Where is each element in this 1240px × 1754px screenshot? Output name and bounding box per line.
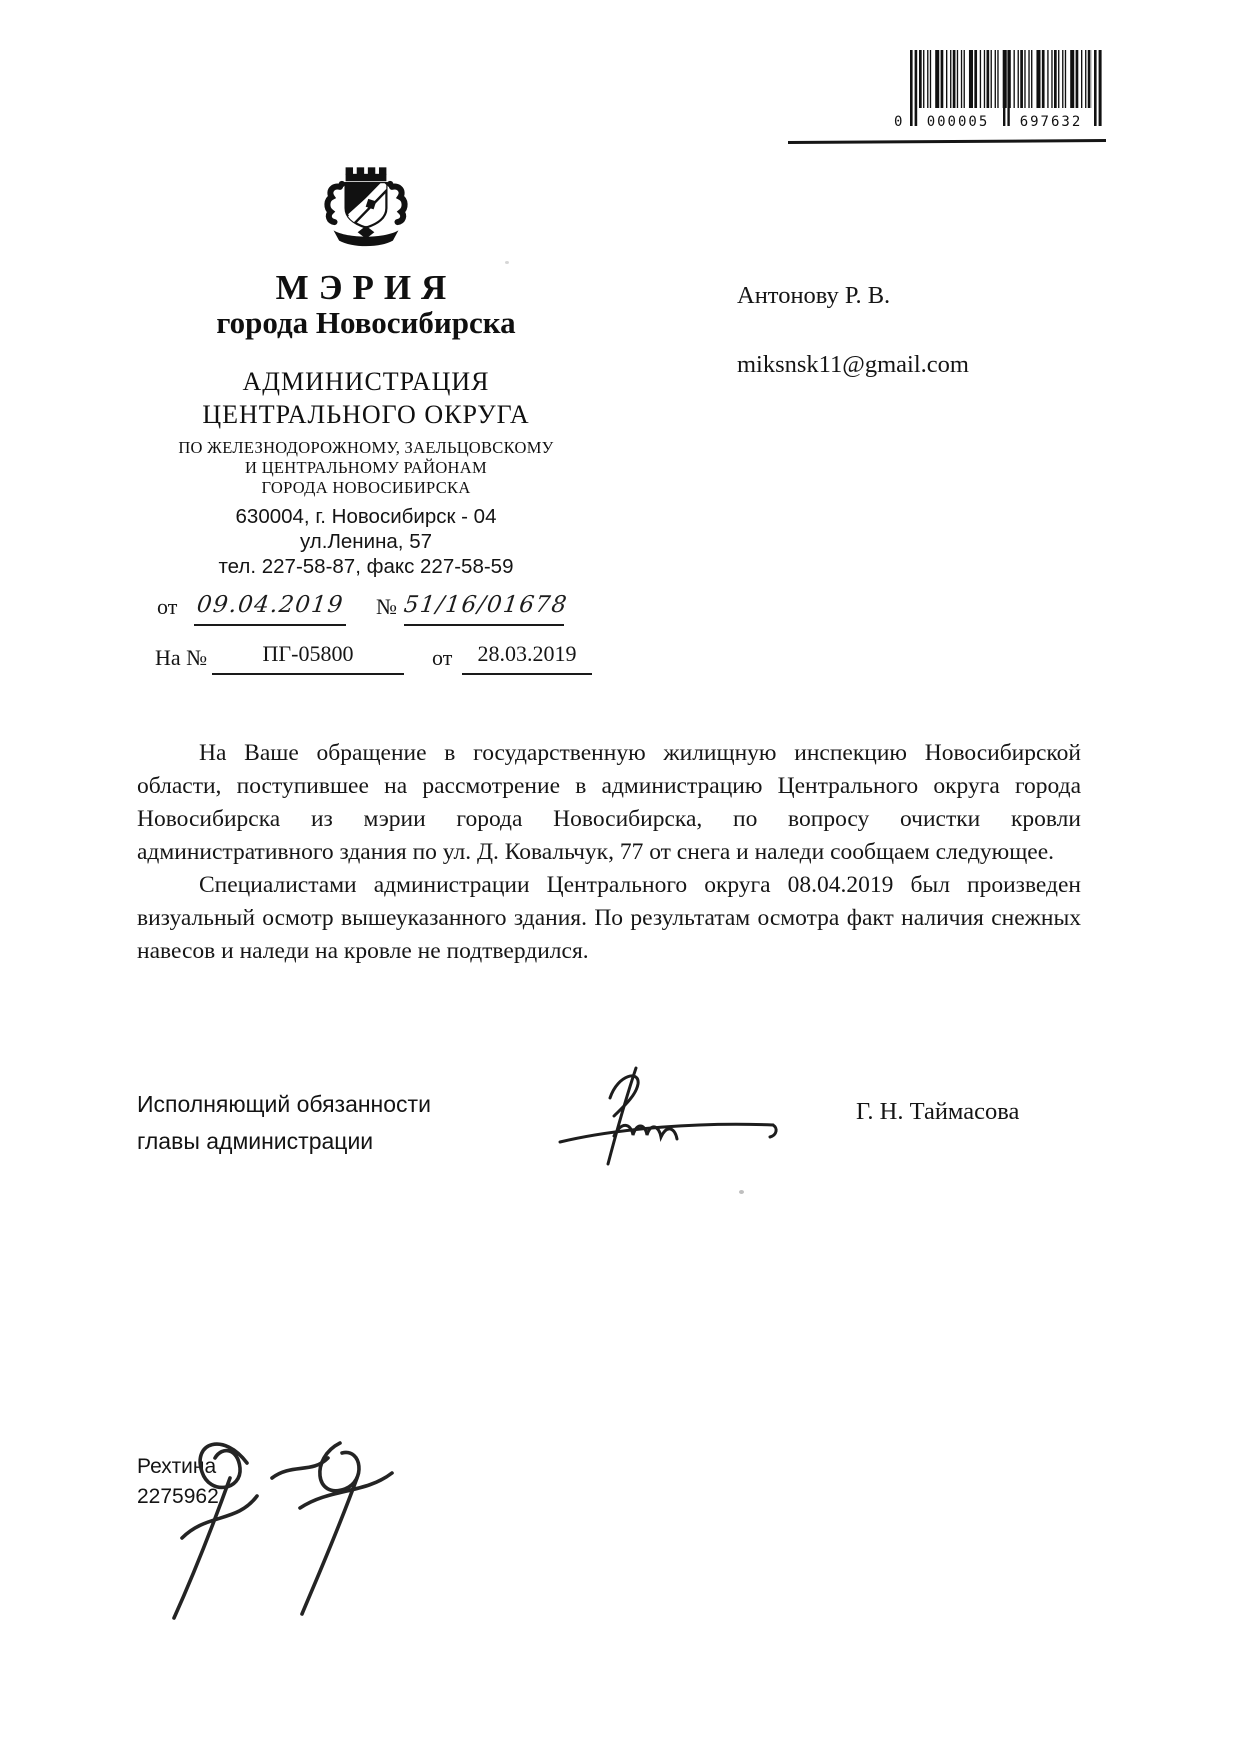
address-postal: 630004, г. Новосибирск - 04 bbox=[235, 505, 497, 528]
org-subtitle: города Новосибирска bbox=[216, 305, 516, 340]
handwritten-signature-icon bbox=[548, 1062, 783, 1174]
scan-fold-line bbox=[788, 139, 1106, 144]
signer-name: Г. Н. Таймасова bbox=[856, 1098, 1020, 1125]
letter-body bbox=[137, 737, 1081, 968]
scan-speck bbox=[505, 261, 509, 264]
out-date-handwritten: 09.04.2019 bbox=[195, 592, 345, 618]
recipient-email: miksnsk11@gmail.com bbox=[737, 351, 969, 378]
districts-line-1: ПО ЖЕЛЕЗНОДОРОЖНОМУ, ЗАЕЛЬЦОВСКОМУ bbox=[178, 438, 554, 457]
signer-position-line-1: Исполняющий обязанности bbox=[137, 1091, 431, 1117]
in-number-value: ПГ-05800 bbox=[262, 641, 354, 666]
barcode-prefix-digit: 0 bbox=[894, 114, 905, 130]
barcode-right-digits: 697632 bbox=[1019, 114, 1083, 130]
in-number-field bbox=[212, 641, 404, 675]
division-line-1: АДМИНИСТРАЦИЯ bbox=[242, 367, 490, 396]
address-contacts: тел. 227-58-87, факс 227-58-59 bbox=[218, 555, 514, 578]
handwritten-initials-icon bbox=[152, 1418, 407, 1630]
address-street: ул.Ленина, 57 bbox=[300, 530, 432, 553]
novosibirsk-coat-of-arms-icon bbox=[315, 165, 417, 255]
scan-speck bbox=[739, 1190, 744, 1194]
in-date-value: 28.03.2019 bbox=[477, 641, 577, 666]
districts-line-2: И ЦЕНТРАЛЬНОМУ РАЙОНАМ bbox=[245, 458, 487, 477]
executor-phone: 2275962 bbox=[137, 1485, 219, 1508]
registration-barcode bbox=[890, 50, 1105, 139]
body-paragraph-2: Специалистами администрации Центрального округа 08.04.2019 был произведен визуальный осмотр вышеуказанного здания. По результатам осмотра факт наличия снежных навесов и наледи на кровле не подтвердился. bbox=[137, 872, 1081, 964]
in-date-field bbox=[462, 641, 592, 675]
out-number-handwritten: 51/16/01678 bbox=[402, 592, 570, 618]
recipient-block bbox=[737, 282, 969, 379]
signer-position bbox=[137, 1086, 431, 1160]
districts-line-3: ГОРОДА НОВОСИБИРСКА bbox=[261, 478, 471, 497]
letterhead bbox=[128, 145, 604, 579]
out-number-label: № bbox=[376, 594, 397, 619]
executor-name: Рехтина bbox=[137, 1455, 217, 1478]
body-paragraph-1: На Ваше обращение в государственную жилищную инспекцию Новосибирской области, поступившее на рассмотрение в администрацию Центрального округа города Новосибирска из мэрии города Новосибирска, по вопросу очистки кровли административного здания по ул. Д. Ковальчук, 77 от снега и наледи сообщаем следующее. bbox=[137, 740, 1081, 865]
org-title: МЭРИЯ bbox=[275, 268, 457, 307]
in-date-label: от bbox=[432, 645, 453, 670]
out-number-field bbox=[402, 592, 570, 626]
barcode-bars-icon bbox=[890, 50, 1105, 134]
out-date-field bbox=[194, 592, 346, 626]
barcode-left-digits: 000005 bbox=[926, 114, 990, 130]
signer-position-line-2: главы администрации bbox=[137, 1128, 374, 1154]
in-number-label: На № bbox=[155, 645, 208, 670]
division-line-2: ЦЕНТРАЛЬНОГО ОКРУГА bbox=[202, 400, 530, 429]
out-date-label: от bbox=[157, 594, 178, 619]
recipient-name: Антонову Р. В. bbox=[737, 282, 891, 309]
